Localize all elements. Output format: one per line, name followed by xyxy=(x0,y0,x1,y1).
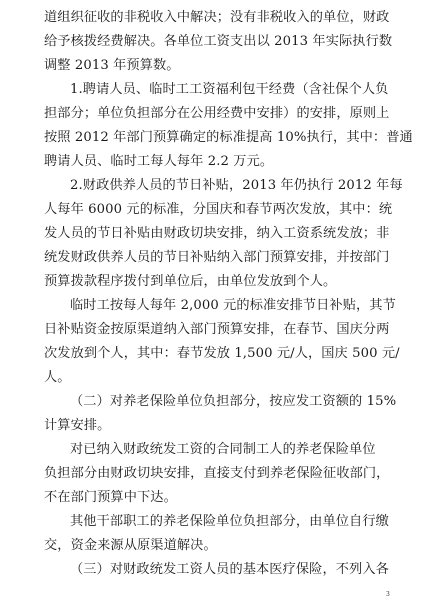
text-line: 担部分；单位负担部分在公用经费中安排）的安排，原则上 xyxy=(44,106,390,121)
text-line: 临时工按每人每年 2,000 元的标准安排节日补贴，其节 xyxy=(70,298,396,313)
text-line: 人每年 6000 元的标准，分国庆和春节两次发放，其中：统 xyxy=(44,202,393,217)
text-line: 计算安排。 xyxy=(44,418,111,433)
text-line: 次发放到个人，其中：春节发放 1,500 元/人，国庆 500 元/ xyxy=(44,346,400,361)
text-line: 统发财政供养人员的节日补贴纳入部门预算安排，并按部门 xyxy=(44,250,390,265)
text-line: 负担部分由财政切块安排，直接支付到养老保险征收部门， xyxy=(44,466,390,481)
text-line: 调整 2013 年预算数。 xyxy=(44,58,180,73)
text-line: 给予核拨经费解决。各单位工资支出以 2013 年实际执行数 xyxy=(44,34,393,49)
text-line: 发人员的节日补贴由财政切块安排，纳入工资系统发放；非 xyxy=(44,226,390,241)
text-line: 聘请人员、临时工每人每年 2.2 万元。 xyxy=(44,154,274,169)
text-line: 按照 2012 年部门预算确定的标准提高 10%执行，其中：普通 xyxy=(44,130,413,145)
page-number: 3 xyxy=(386,591,390,598)
text-line: 对已纳入财政统发工资的合同制工人的养老保险单位 xyxy=(70,442,376,457)
text-line: 交，资金来源从原渠道解决。 xyxy=(44,538,217,553)
text-line: 预算拨款程序拨付到单位后，由单位发放到个人。 xyxy=(44,274,337,289)
text-line: 人。 xyxy=(44,370,71,385)
text-line: （二）对养老保险单位负担部分，按应发工资额的 15% xyxy=(70,394,397,409)
text-line: 2.财政供养人员的节日补贴，2013 年仍执行 2012 年每 xyxy=(70,178,403,193)
text-line: （三）对财政统发工资人员的基本医疗保险，不列入各 xyxy=(70,562,389,577)
text-line: 其他干部职工的养老保险单位负担部分，由单位自行缴 xyxy=(70,514,389,529)
text-line: 不在部门预算中下达。 xyxy=(44,490,177,505)
text-line: 道组织征收的非税收入中解决；没有非税收入的单位，财政 xyxy=(44,10,390,25)
text-line: 1.聘请人员、临时工工资福利包干经费（含社保个人负 xyxy=(70,82,389,97)
text-line: 日补贴资金按原渠道纳入部门预算安排，在春节、国庆分两 xyxy=(44,322,390,337)
